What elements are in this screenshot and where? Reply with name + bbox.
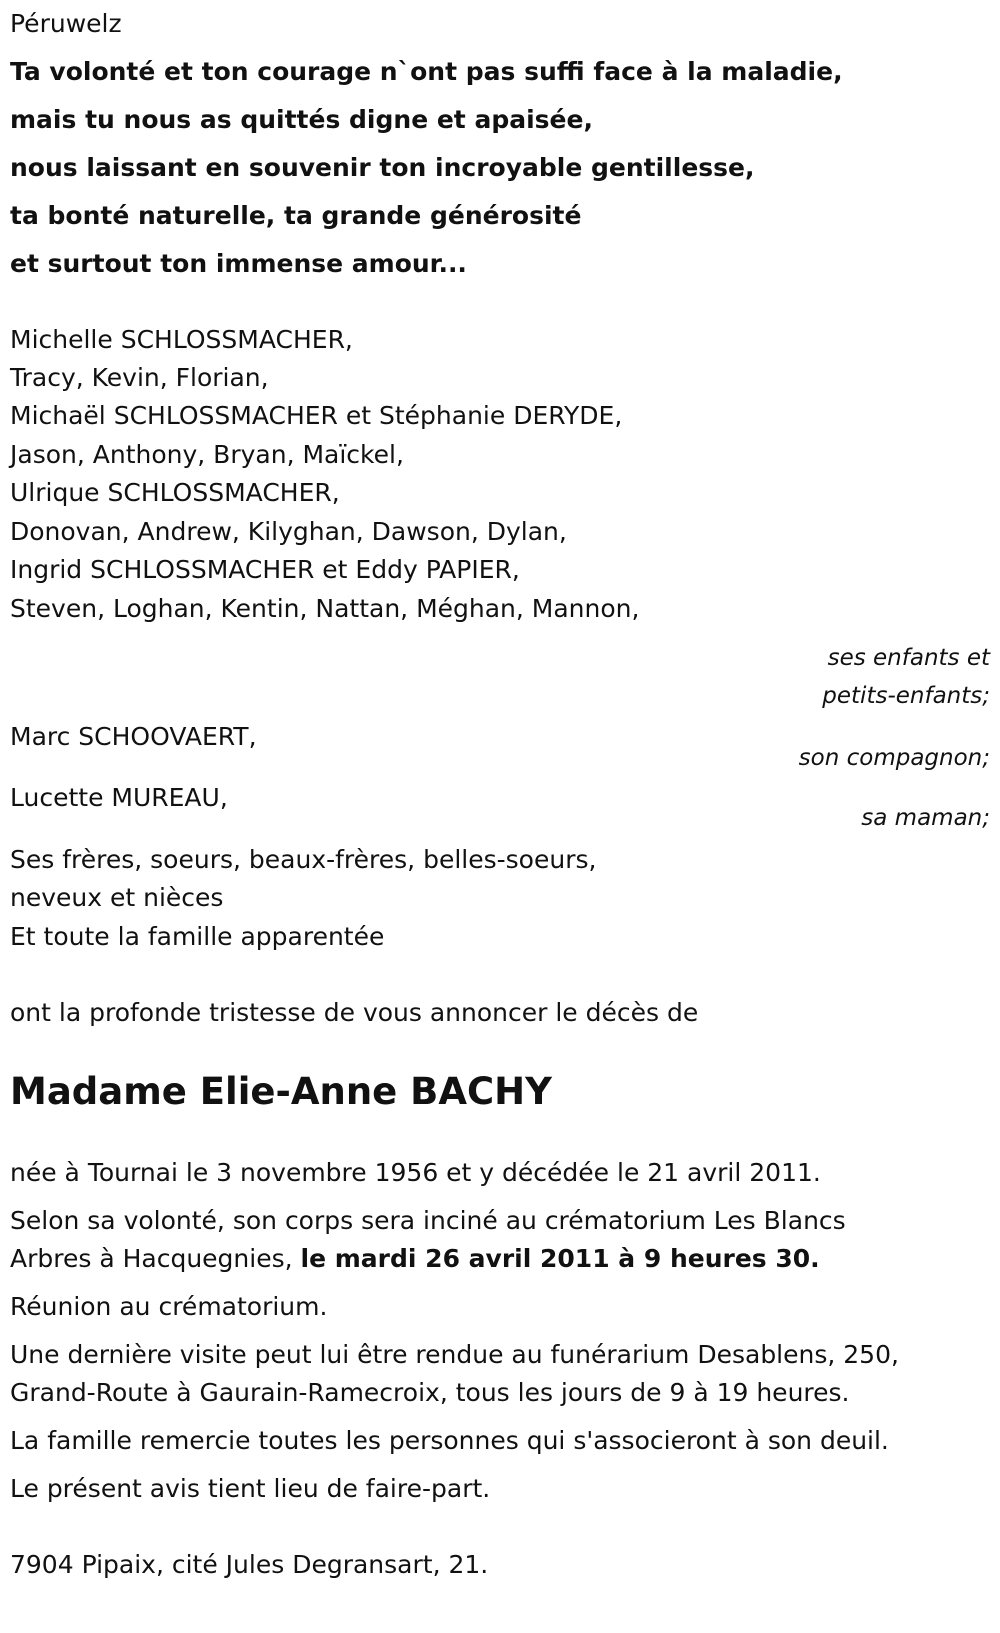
thanks-line: La famille remercie toutes les personnes qui s'associeront à son deuil. <box>10 1426 889 1455</box>
family-line: Steven, Loghan, Kentin, Nattan, Méghan, Mannon, <box>10 594 640 623</box>
cremation-line: Selon sa volonté, son corps sera inciné au crématorium Les Blancs <box>10 1206 846 1235</box>
family-line: Ulrique SCHLOSSMACHER, <box>10 478 340 507</box>
relation-children: petits-enfants; <box>822 683 990 709</box>
address: 7904 Pipaix, cité Jules Degransart, 21. <box>10 1550 489 1579</box>
birth-death: née à Tournai le 3 novembre 1956 et y décédée le 21 avril 2011. <box>10 1158 821 1187</box>
location: Péruwelz <box>10 9 122 38</box>
extended-family-line: neveux et nièces <box>10 883 224 912</box>
cremation-line <box>10 1244 820 1274</box>
notice-line: Le présent avis tient lieu de faire-part. <box>10 1474 491 1503</box>
poem-line: mais tu nous as quittés digne et apaisée, <box>10 105 593 134</box>
announcement: ont la profonde tristesse de vous annoncer le décès de <box>10 998 699 1027</box>
poem-line: Ta volonté et ton courage n`ont pas suffi face à la maladie, <box>10 57 843 86</box>
family-line: Tracy, Kevin, Florian, <box>10 363 269 392</box>
visit-line: Une dernière visite peut lui être rendue au funérarium Desablens, 250, <box>10 1340 899 1369</box>
family-line: Donovan, Andrew, Kilyghan, Dawson, Dylan, <box>10 517 567 546</box>
family-line: Ingrid SCHLOSSMACHER et Eddy PAPIER, <box>10 555 520 584</box>
extended-family-line: Et toute la famille apparentée <box>10 922 385 951</box>
deceased-name: Madame Elie-Anne BACHY <box>10 1070 552 1113</box>
family-line: Michaël SCHLOSSMACHER et Stéphanie DERYDE, <box>10 401 623 430</box>
mother-relation: sa maman; <box>861 805 990 831</box>
meeting-line: Réunion au crématorium. <box>10 1292 328 1321</box>
partner-relation: son compagnon; <box>798 745 990 771</box>
cremation-place: Arbres à Hacquegnies, <box>10 1244 293 1273</box>
visit-line: Grand-Route à Gaurain-Ramecroix, tous les jours de 9 à 19 heures. <box>10 1378 850 1407</box>
partner-name: Marc SCHOOVAERT, <box>10 722 257 751</box>
family-line: Michelle SCHLOSSMACHER, <box>10 325 353 354</box>
cremation-date: le mardi 26 avril 2011 à 9 heures 30. <box>300 1244 820 1273</box>
family-line: Jason, Anthony, Bryan, Maïckel, <box>10 440 404 469</box>
poem-line: et surtout ton immense amour... <box>10 249 467 278</box>
relation-children: ses enfants et <box>827 645 990 671</box>
poem-line: nous laissant en souvenir ton incroyable gentillesse, <box>10 153 755 182</box>
poem-line: ta bonté naturelle, ta grande générosité <box>10 201 582 230</box>
extended-family-line: Ses frères, soeurs, beaux-frères, belles-soeurs, <box>10 845 597 874</box>
mother-name: Lucette MUREAU, <box>10 783 228 812</box>
